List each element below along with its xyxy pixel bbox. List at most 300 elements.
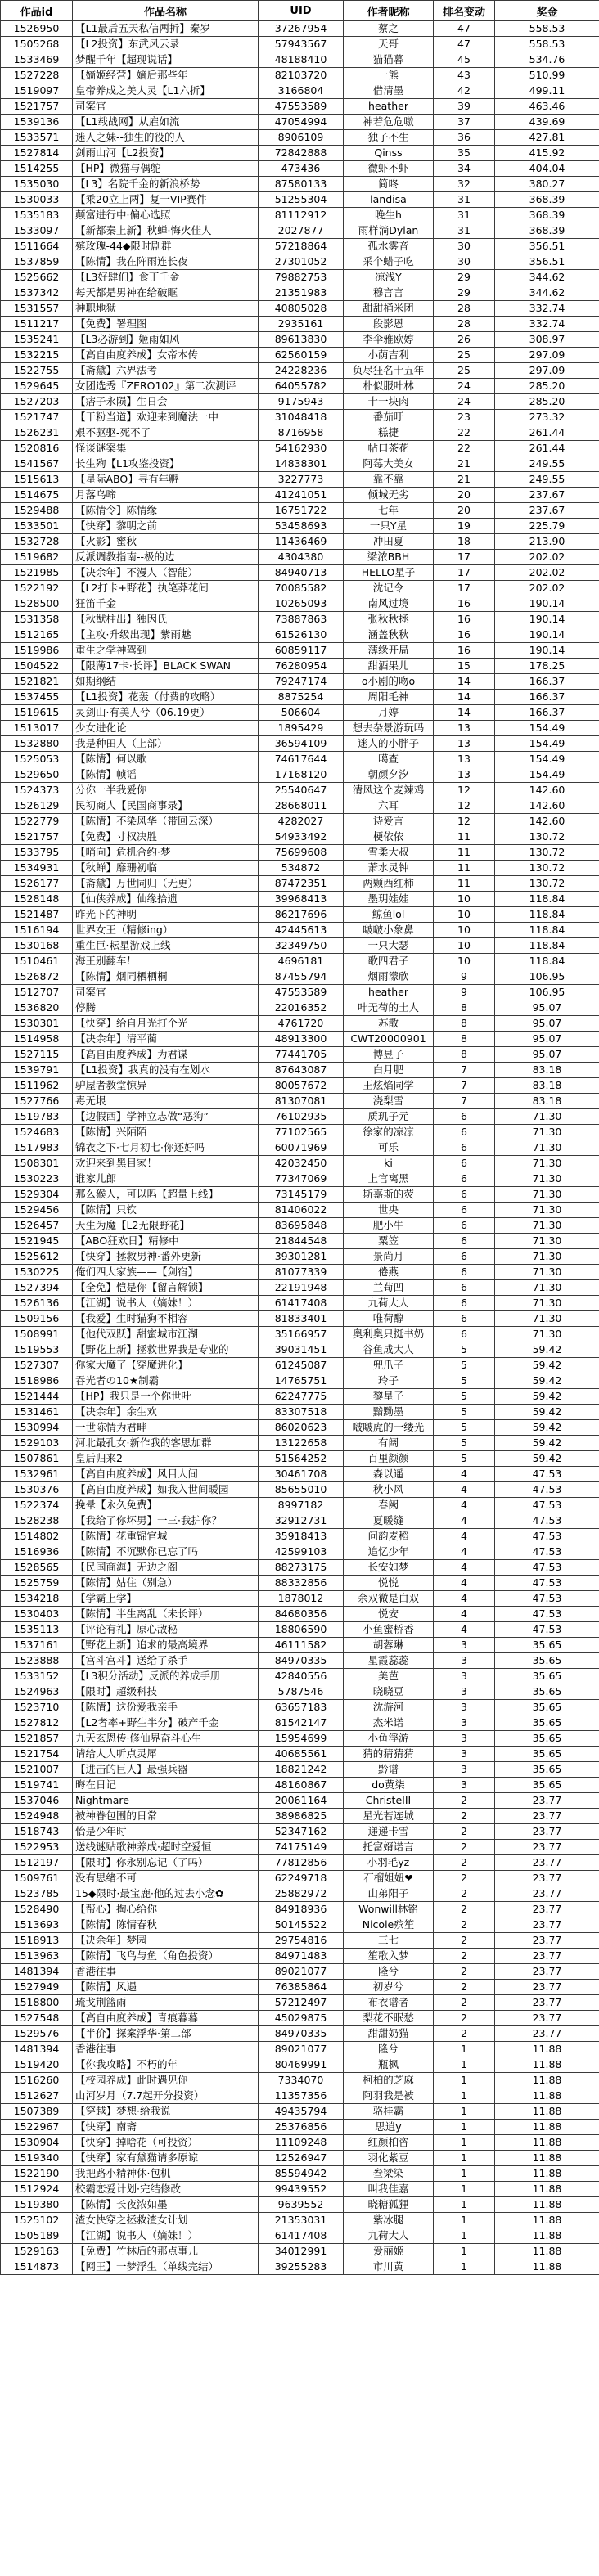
cell-rank-change: 1 [434, 2088, 495, 2104]
cell-uid: 46111582 [259, 1638, 344, 1653]
cell-prize: 11.88 [495, 2244, 599, 2259]
cell-prize: 190.14 [495, 612, 599, 627]
cell-rank-change: 25 [434, 348, 495, 363]
cell-author: 倦燕 [344, 1265, 434, 1280]
cell-prize: 11.88 [495, 2120, 599, 2135]
table-row [1, 1451, 599, 1467]
cell-work-id: 1532728 [1, 534, 73, 550]
table-row [1, 1949, 599, 1964]
table-row [1, 1249, 599, 1265]
cell-work-title: 剑雨山河【L2投资】 [73, 146, 259, 161]
cell-prize: 130.72 [495, 845, 599, 861]
cell-prize: 11.88 [495, 2104, 599, 2120]
cell-work-id: 1521487 [1, 907, 73, 923]
cell-prize: 118.84 [495, 892, 599, 907]
cell-work-id: 1519380 [1, 2197, 73, 2213]
table-row [1, 1544, 599, 1560]
table-row [1, 1016, 599, 1032]
cell-uid: 54933492 [259, 829, 344, 845]
cell-uid: 41241051 [259, 488, 344, 503]
cell-work-id: 1530376 [1, 1482, 73, 1498]
table-row [1, 565, 599, 581]
cell-author: 森以遥 [344, 1467, 434, 1482]
table-row [1, 1280, 599, 1296]
table-row [1, 2244, 599, 2259]
cell-work-id: 1512707 [1, 985, 73, 1000]
cell-work-id: 1509761 [1, 1871, 73, 1886]
cell-prize: 47.53 [495, 1467, 599, 1482]
table-row [1, 503, 599, 519]
cell-author: 诗爱言 [344, 814, 434, 829]
cell-prize: 154.49 [495, 721, 599, 736]
cell-rank-change: 30 [434, 239, 495, 254]
table-row [1, 1342, 599, 1358]
cell-author: 穆言言 [344, 285, 434, 301]
cell-work-id: 1529163 [1, 2244, 73, 2259]
cell-author: 美芭 [344, 1669, 434, 1684]
cell-rank-change: 10 [434, 938, 495, 954]
cell-prize: 71.30 [495, 1109, 599, 1125]
cell-author: 斯嘉斯的荧 [344, 1187, 434, 1203]
cell-work-id: 1526177 [1, 876, 73, 892]
cell-rank-change: 1 [434, 2182, 495, 2197]
cell-rank-change: 10 [434, 892, 495, 907]
cell-uid: 21844548 [259, 1234, 344, 1249]
table-row [1, 146, 599, 161]
cell-work-id: 1530223 [1, 1171, 73, 1187]
cell-rank-change: 6 [434, 1140, 495, 1156]
cell-uid: 88273175 [259, 1560, 344, 1576]
cell-uid: 47553589 [259, 99, 344, 115]
table-row [1, 612, 599, 627]
cell-rank-change: 4 [434, 1560, 495, 1576]
cell-rank-change: 1 [434, 2057, 495, 2073]
cell-rank-change: 42 [434, 83, 495, 99]
table-row [1, 2182, 599, 2197]
cell-rank-change: 23 [434, 410, 495, 425]
cell-author: 隆兮 [344, 1964, 434, 1980]
cell-work-title: 天生为魔【L2无限野花】 [73, 1218, 259, 1234]
cell-author: 兜爪子 [344, 1358, 434, 1373]
cell-prize: 23.77 [495, 1824, 599, 1840]
cell-uid: 25376856 [259, 2120, 344, 2135]
cell-uid: 42445613 [259, 923, 344, 938]
table-row [1, 488, 599, 503]
table-row [1, 938, 599, 954]
cell-rank-change: 14 [434, 705, 495, 721]
cell-author: 甜甜桶米团 [344, 301, 434, 317]
cell-work-id: 1533501 [1, 519, 73, 534]
cell-uid: 81307081 [259, 1094, 344, 1109]
cell-work-title: 挽晕【永久免费】 [73, 1498, 259, 1513]
cell-work-title: 【决余年】清平蔺 [73, 1032, 259, 1047]
cell-work-id: 1522779 [1, 814, 73, 829]
cell-rank-change: 7 [434, 1063, 495, 1078]
header-uid: UID [259, 1, 344, 21]
cell-prize: 23.77 [495, 1933, 599, 1949]
cell-work-title: 【高自由度养成】风目人间 [73, 1467, 259, 1482]
header-prize: 奖金 [495, 1, 599, 21]
cell-work-title: 【快穿】拯救男神·番外更新 [73, 1249, 259, 1265]
cell-rank-change: 1 [434, 2151, 495, 2166]
table-row [1, 1467, 599, 1482]
cell-rank-change: 24 [434, 394, 495, 410]
cell-work-id: 1481394 [1, 2042, 73, 2057]
cell-rank-change: 4 [434, 1467, 495, 1482]
cell-work-title: 【免费】署理图 [73, 317, 259, 332]
cell-work-id: 1523710 [1, 1700, 73, 1715]
cell-rank-change: 11 [434, 829, 495, 845]
cell-uid: 18806590 [259, 1622, 344, 1638]
cell-uid: 81406022 [259, 1203, 344, 1218]
cell-author: 帖口茶花 [344, 441, 434, 456]
cell-uid: 24228236 [259, 363, 344, 379]
cell-work-id: 1537342 [1, 285, 73, 301]
table-row [1, 1389, 599, 1405]
cell-work-title: 【学霸上学】 [73, 1591, 259, 1607]
cell-prize: 11.88 [495, 2057, 599, 2073]
cell-prize: 59.42 [495, 1358, 599, 1373]
table-row [1, 1793, 599, 1809]
cell-work-title: 谁家儿郎 [73, 1171, 259, 1187]
cell-work-id: 1531461 [1, 1405, 73, 1420]
cell-author: 孤水雾音 [344, 239, 434, 254]
cell-prize: 261.44 [495, 425, 599, 441]
table-row [1, 410, 599, 425]
cell-uid: 14838301 [259, 456, 344, 472]
cell-work-title: 我是种田人（上部） [73, 736, 259, 752]
cell-rank-change: 2 [434, 1855, 495, 1871]
cell-work-title: 司案官 [73, 99, 259, 115]
cell-prize: 213.90 [495, 534, 599, 550]
cell-rank-change: 3 [434, 1731, 495, 1747]
cell-uid: 83695848 [259, 1218, 344, 1234]
cell-work-title: 梦醒千年【超现说话】 [73, 52, 259, 68]
cell-work-title: 【网王】一梦浮生（单线完结） [73, 2259, 259, 2275]
cell-work-title: 【陈情】烟同栖栖桐 [73, 969, 259, 985]
cell-prize: 71.30 [495, 1327, 599, 1342]
cell-uid: 48188410 [259, 52, 344, 68]
cell-rank-change: 2 [434, 1871, 495, 1886]
cell-prize: 11.88 [495, 2259, 599, 2275]
cell-work-id: 1514958 [1, 1032, 73, 1047]
cell-prize: 71.30 [495, 1265, 599, 1280]
cell-author: 小羽毛yz [344, 1855, 434, 1871]
cell-rank-change: 14 [434, 674, 495, 690]
cell-rank-change: 10 [434, 923, 495, 938]
table-row [1, 969, 599, 985]
cell-work-id: 1511217 [1, 317, 73, 332]
cell-work-id: 1527394 [1, 1280, 73, 1296]
cell-prize: 71.30 [495, 1125, 599, 1140]
cell-author: 追忆少年 [344, 1544, 434, 1560]
cell-prize: 332.74 [495, 317, 599, 332]
cell-author: 石榴姐妞❤ [344, 1871, 434, 1886]
cell-uid: 84680356 [259, 1607, 344, 1622]
cell-author: 六耳 [344, 798, 434, 814]
table-row [1, 363, 599, 379]
cell-prize: 83.18 [495, 1063, 599, 1078]
cell-work-id: 1522192 [1, 581, 73, 596]
cell-work-id: 1525102 [1, 2213, 73, 2228]
cell-uid: 73887863 [259, 612, 344, 627]
cell-author: 杰米诺 [344, 1715, 434, 1731]
cell-work-id: 1525612 [1, 1249, 73, 1265]
cell-author: 思逍y [344, 2120, 434, 2135]
table-row [1, 1917, 599, 1933]
cell-prize: 59.42 [495, 1373, 599, 1389]
table-row [1, 1576, 599, 1591]
cell-work-title: 海王别翻车！ [73, 954, 259, 969]
cell-rank-change: 1 [434, 2228, 495, 2244]
cell-rank-change: 13 [434, 736, 495, 752]
cell-author: 朝颜夕汐 [344, 767, 434, 783]
cell-prize: 47.53 [495, 1607, 599, 1622]
cell-work-id: 1537161 [1, 1638, 73, 1653]
cell-rank-change: 18 [434, 534, 495, 550]
cell-author: 隆兮 [344, 2042, 434, 2057]
cell-work-id: 1481394 [1, 1964, 73, 1980]
cell-rank-change: 31 [434, 192, 495, 208]
table-row [1, 519, 599, 534]
cell-work-id: 1526950 [1, 21, 73, 37]
cell-work-title: 15◆限时·最宝鹿·他的过去小念✿ [73, 1886, 259, 1902]
cell-prize: 261.44 [495, 441, 599, 456]
cell-work-title: 【陈情】帧谣 [73, 767, 259, 783]
table-row [1, 2026, 599, 2042]
cell-prize: 11.88 [495, 2151, 599, 2166]
cell-work-title: 【哨向】危机合约·梦 [73, 845, 259, 861]
table-row [1, 1109, 599, 1125]
cell-prize: 558.53 [495, 21, 599, 37]
cell-work-id: 1530168 [1, 938, 73, 954]
cell-author: Nicole殡笙 [344, 1917, 434, 1933]
cell-uid: 28668011 [259, 798, 344, 814]
cell-work-title: 【陈情】不沉默你已忘了吗 [73, 1544, 259, 1560]
cell-uid: 35166957 [259, 1327, 344, 1342]
cell-work-id: 1524683 [1, 1125, 73, 1140]
table-row [1, 985, 599, 1000]
table-row [1, 270, 599, 285]
cell-work-id: 1531358 [1, 612, 73, 627]
cell-author: 一只Y星 [344, 519, 434, 534]
cell-prize: 95.07 [495, 1032, 599, 1047]
cell-work-id: 1519682 [1, 550, 73, 565]
cell-uid: 77812856 [259, 1855, 344, 1871]
cell-prize: 415.92 [495, 146, 599, 161]
cell-rank-change: 5 [434, 1405, 495, 1420]
cell-uid: 84971483 [259, 1949, 344, 1964]
cell-work-id: 1522374 [1, 1498, 73, 1513]
cell-work-id: 1539791 [1, 1063, 73, 1078]
cell-uid: 4304380 [259, 550, 344, 565]
cell-author: 笙歌入梦 [344, 1949, 434, 1964]
cell-uid: 13122658 [259, 1436, 344, 1451]
cell-uid: 53458693 [259, 519, 344, 534]
cell-author: 柯柏的芝麻 [344, 2073, 434, 2088]
cell-work-id: 1537859 [1, 254, 73, 270]
cell-prize: 368.39 [495, 192, 599, 208]
cell-work-title: 那么猴人，可以吗【超量上线】 [73, 1187, 259, 1203]
cell-prize: 71.30 [495, 1218, 599, 1234]
cell-work-title: 【校园养成】此时遇见你 [73, 2073, 259, 2088]
cell-rank-change: 3 [434, 1762, 495, 1778]
cell-author: 九荷大人 [344, 2228, 434, 2244]
cell-prize: 404.04 [495, 161, 599, 177]
cell-work-title: 长生殉【L1攻鉴投资】 [73, 456, 259, 472]
cell-work-id: 1530994 [1, 1420, 73, 1436]
cell-work-id: 1535030 [1, 177, 73, 192]
cell-work-id: 1528500 [1, 596, 73, 612]
cell-work-title: 艰不驱驱-死不了 [73, 425, 259, 441]
table-row [1, 394, 599, 410]
cell-work-id: 1514802 [1, 1529, 73, 1544]
cell-work-id: 1539136 [1, 115, 73, 130]
table-row [1, 472, 599, 488]
cell-prize: 202.02 [495, 565, 599, 581]
cell-uid: 15954699 [259, 1731, 344, 1747]
cell-work-title: 反派调教指南--极的边 [73, 550, 259, 565]
cell-rank-change: 2 [434, 1902, 495, 1917]
cell-rank-change: 45 [434, 52, 495, 68]
cell-work-id: 1531557 [1, 301, 73, 317]
cell-rank-change: 5 [434, 1389, 495, 1405]
cell-rank-change: 1 [434, 2104, 495, 2120]
cell-author: ChristeIII [344, 1793, 434, 1809]
cell-work-id: 1526136 [1, 1296, 73, 1311]
cell-work-title: 【边假西】学神立志做“恶狗” [73, 1109, 259, 1125]
cell-author: 小鱼蜜桥香 [344, 1622, 434, 1638]
cell-work-title: 昨光下的神明 [73, 907, 259, 923]
cell-author: 三七 [344, 1933, 434, 1949]
cell-work-title: 颠富进行中·偏心选照 [73, 208, 259, 223]
table-row [1, 736, 599, 752]
cell-rank-change: 2 [434, 1824, 495, 1840]
cell-work-title: 我把路小精神休·包机 [73, 2166, 259, 2182]
cell-author: 长安如梦 [344, 1560, 434, 1576]
table-row [1, 581, 599, 596]
table-row [1, 2228, 599, 2244]
cell-work-id: 1533795 [1, 845, 73, 861]
cell-rank-change: 34 [434, 161, 495, 177]
cell-uid: 88332856 [259, 1576, 344, 1591]
cell-work-id: 1527228 [1, 68, 73, 83]
cell-author: 夏暖缝 [344, 1513, 434, 1529]
cell-author: 雪柔大叔 [344, 845, 434, 861]
cell-uid: 22191948 [259, 1280, 344, 1296]
cell-prize: 47.53 [495, 1591, 599, 1607]
cell-work-title: 【陈情令】陈情缘 [73, 503, 259, 519]
cell-uid: 7334070 [259, 2073, 344, 2088]
table-row [1, 2104, 599, 2120]
cell-work-title: 【免费】竹林后的那点事儿 [73, 2244, 259, 2259]
cell-work-id: 1533152 [1, 1669, 73, 1684]
table-row [1, 534, 599, 550]
cell-uid: 1895429 [259, 721, 344, 736]
cell-prize: 71.30 [495, 1171, 599, 1187]
cell-rank-change: 1 [434, 2073, 495, 2088]
table-row [1, 1482, 599, 1498]
cell-work-title: 怪谈谜案集 [73, 441, 259, 456]
cell-uid: 32349750 [259, 938, 344, 954]
cell-author: 悦安 [344, 1607, 434, 1622]
cell-work-id: 1529304 [1, 1187, 73, 1203]
cell-work-id: 1533571 [1, 130, 73, 146]
cell-rank-change: 17 [434, 581, 495, 596]
cell-prize: 285.20 [495, 379, 599, 394]
cell-uid: 21353031 [259, 2213, 344, 2228]
cell-author: 梁浓BBH [344, 550, 434, 565]
cell-author: 甜甜奶猫 [344, 2026, 434, 2042]
cell-prize: 47.53 [495, 1513, 599, 1529]
cell-rank-change: 6 [434, 1296, 495, 1311]
cell-work-id: 1514255 [1, 161, 73, 177]
cell-work-id: 1525053 [1, 752, 73, 767]
cell-author: 小荫吉利 [344, 348, 434, 363]
cell-uid: 76102935 [259, 1109, 344, 1125]
cell-author: 问韵麦稻 [344, 1529, 434, 1544]
table-row [1, 752, 599, 767]
cell-work-title: 【限薄17卡·长评】BLACK SWAN [73, 659, 259, 674]
cell-work-title: 欢迎来到黑目家！ [73, 1156, 259, 1171]
cell-work-title: 如期纲结 [73, 674, 259, 690]
cell-prize: 11.88 [495, 2228, 599, 2244]
table-row [1, 907, 599, 923]
cell-author: 简咚 [344, 177, 434, 192]
table-row [1, 348, 599, 363]
cell-uid: 54162930 [259, 441, 344, 456]
cell-prize: 71.30 [495, 1187, 599, 1203]
cell-author: 红颜柏咨 [344, 2135, 434, 2151]
table-body [1, 21, 599, 2275]
cell-rank-change: 13 [434, 752, 495, 767]
cell-uid: 4282027 [259, 814, 344, 829]
table-row [1, 1809, 599, 1824]
cell-author: Qinss [344, 146, 434, 161]
cell-work-id: 1507861 [1, 1451, 73, 1467]
cell-work-id: 1521821 [1, 674, 73, 690]
cell-uid: 30461708 [259, 1467, 344, 1482]
cell-uid: 79247174 [259, 674, 344, 690]
cell-work-id: 1535113 [1, 1622, 73, 1638]
cell-work-id: 1536820 [1, 1000, 73, 1016]
cell-work-title: 没有思绪不可 [73, 1871, 259, 1886]
cell-work-id: 1514873 [1, 2259, 73, 2275]
cell-work-title: 【评论有礼】原心敌秘 [73, 1622, 259, 1638]
cell-work-title: 神职地狱 [73, 301, 259, 317]
cell-author: 春阙 [344, 1498, 434, 1513]
cell-work-id: 1529488 [1, 503, 73, 519]
cell-uid: 89021077 [259, 2042, 344, 2057]
table-row [1, 1420, 599, 1436]
cell-rank-change: 16 [434, 612, 495, 627]
cell-author: 倾城无劣 [344, 488, 434, 503]
cell-author: 布衣谱者 [344, 1995, 434, 2011]
cell-rank-change: 2 [434, 1933, 495, 1949]
cell-work-id: 1541567 [1, 456, 73, 472]
cell-work-title: 河北最孔女·新作我的客思加群 [73, 1436, 259, 1451]
cell-uid: 57943567 [259, 37, 344, 52]
cell-author: 七年 [344, 503, 434, 519]
cell-work-id: 1519615 [1, 705, 73, 721]
table-row [1, 1405, 599, 1420]
cell-uid: 39301281 [259, 1249, 344, 1265]
cell-work-id: 1522755 [1, 363, 73, 379]
cell-work-id: 1520816 [1, 441, 73, 456]
cell-author: HELLO星子 [344, 565, 434, 581]
cell-rank-change: 29 [434, 270, 495, 285]
cell-prize: 47.53 [495, 1560, 599, 1576]
